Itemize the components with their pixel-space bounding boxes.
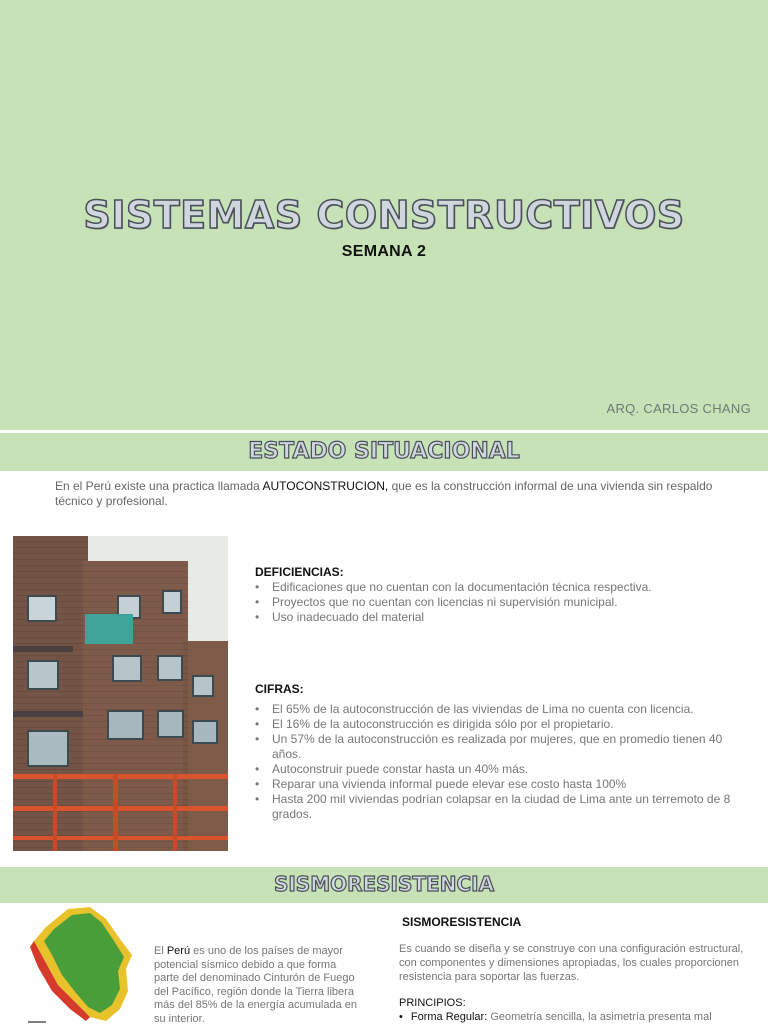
cifras-list: [255, 702, 750, 822]
building-illustration: [13, 536, 228, 851]
section-band-sismo: [0, 867, 768, 903]
list-item: • Proyectos que no cuentan con licencias ni supervisión municipal.: [255, 595, 755, 610]
bullet: •: [399, 1011, 403, 1023]
building-photo: [13, 536, 228, 851]
peru-paragraph: [154, 945, 359, 1026]
section-title-sismo: SISMORESISTENCIA: [273, 872, 495, 896]
map-illustration: [28, 905, 136, 1024]
author: ARQ. CARLOS CHANG: [606, 401, 751, 416]
subtitle: SEMANA 2: [341, 243, 427, 260]
intro-after: que es la construcción informal de una vivienda sin respaldo técnico y profesional.: [55, 479, 713, 508]
section-band-estado: [0, 433, 768, 471]
intro-paragraph: [55, 479, 745, 509]
deficiencias-list: [255, 580, 755, 625]
list-item: • El 16% de la autoconstrucción es dirigida sólo por el propietario.: [255, 717, 750, 732]
section-title-estado: ESTADO SITUACIONAL: [248, 439, 520, 464]
list-item: • Un 57% de la autoconstrucción es realizada por mujeres, que en promedio tienen 40 años.: [255, 732, 750, 762]
list-item: • Hasta 200 mil viviendas podrían colapsar en la ciudad de Lima ante un terremoto de 8 grados.: [255, 792, 750, 822]
peru-before: El: [154, 945, 167, 957]
list-item: • Autoconstruir puede constar hasta un 40% más.: [255, 762, 750, 777]
principios-label: PRINCIPIOS:: [399, 997, 466, 1009]
intro-highlight: AUTOCONSTRUCION,: [262, 479, 389, 493]
intro-before: En el Perú existe una practica llamada: [55, 479, 263, 493]
principle-text: Geometría sencilla, la asimetría presenta mal: [487, 1011, 712, 1023]
cifras-heading: CIFRAS:: [255, 682, 304, 696]
peru-seismic-map: [28, 905, 136, 1024]
principle-item: [399, 1011, 759, 1023]
title-slide: [0, 0, 768, 430]
list-item: • Reparar una vivienda informal puede elevar ese costo hasta 100%: [255, 777, 750, 792]
list-item: • El 65% de la autoconstrucción de las viviendas de Lima no cuenta con licencia.: [255, 702, 750, 717]
deficiencias-heading: DEFICIENCIAS:: [255, 565, 344, 579]
sismoresistencia-heading: SISMORESISTENCIA: [402, 915, 522, 929]
list-item: • Edificaciones que no cuentan con la documentación técnica respectiva.: [255, 580, 755, 595]
peru-after: es uno de los países de mayor potencial sísmico debido a que forma parte del denominado Cinturón de Fuego del Pacífico, región donde la Tierra libera más del 85% de la energía acumulada en su interior.: [154, 945, 358, 1025]
list-item: • Uso inadecuado del material: [255, 610, 755, 625]
sismoresistencia-description: Es cuando se diseña y se construye con una configuración estructural, con componentes y dimensiones apropiadas, los cuales proporcionen resistencia para soportar las fuerzas.: [399, 943, 744, 983]
main-title: SISTEMAS CONSTRUCTIVOS: [83, 193, 685, 237]
principle-key: Forma Regular:: [410, 1011, 488, 1023]
peru-word: Perú: [166, 945, 191, 957]
